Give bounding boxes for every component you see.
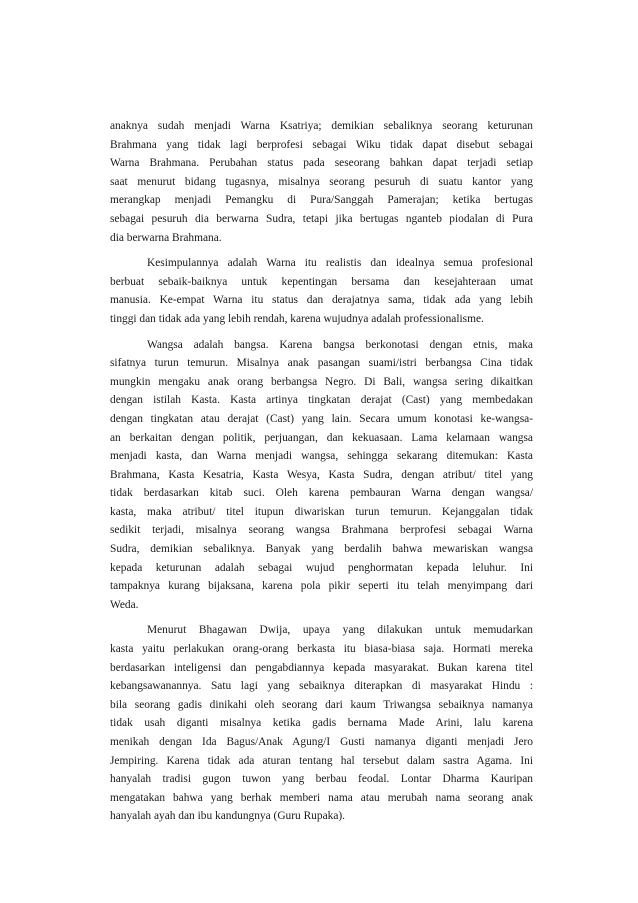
text-line: anaknya sudah menjadi Warna Ksatriya; demikian sebaliknya seorang keturunan: [110, 120, 533, 132]
text-line: Warna Brahmana. Perubahan status pada seseorang bahkan dapat terjadi setiap: [110, 157, 533, 170]
paragraph-1: [110, 117, 533, 247]
text-line: tampaknya kurang bijaksana, karena pola pikir seperti itu telah menyimpang dari: [110, 580, 533, 593]
text-line: an berkaitan dengan politik, perjuangan, dan kekuasaan. Lama kelamaan wangsa: [110, 431, 533, 444]
text-line: berbuat sebaik-baiknya untuk kepentingan bersama dan kesejahteraan umat: [110, 275, 533, 288]
text-line: tidak usah diganti misalnya ketika gadis bernama Made Arini, lalu karena: [110, 717, 533, 730]
text-line: hanyalah ayah dan ibu kandungnya (Guru Rupaka).: [110, 810, 346, 823]
text-line: bila seorang gadis dinikahi oleh seorang dari kaum Triwangsa sebaiknya namanya: [110, 698, 533, 711]
text-line: sedikit terjadi, misalnya seorang wangsa Brahmana berprofesi sebagai Warna: [110, 524, 533, 537]
text-line: dia berwarna Brahmana.: [110, 231, 222, 244]
text-line: Wangsa adalah bangsa. Karena bangsa berkonotasi dengan etnis, maka: [147, 338, 533, 351]
text-line: tidak berdasarkan kitab suci. Oleh karena pembauran Warna dengan wangsa/: [110, 487, 533, 500]
text-line: dengan tingkatan atau derajat (Cast) yang lain. Secara umum konotasi ke-wangsa-: [110, 412, 533, 425]
text-line: Kesimpulannya adalah Warna itu realistis dan idealnya semua profesional: [147, 257, 533, 270]
document-body: [110, 117, 533, 833]
paragraph-3: [110, 336, 533, 615]
text-line: Weda.: [110, 598, 139, 611]
text-line: sifatnya turun temurun. Misalnya anak pasangan suami/istri berbangsa Cina tidak: [110, 357, 533, 370]
paragraph-4: [110, 621, 533, 826]
text-line: merangkap menjadi Pemangku di Pura/Sanggah Pamerajan; ketika bertugas: [110, 194, 533, 207]
text-line: kepada keturunan adalah sebagai wujud penghormatan kepada leluhur. Ini: [110, 561, 533, 574]
text-line: menikah dengan Ida Bagus/Anak Agung/I Gusti namanya diganti menjadi Jero: [110, 736, 533, 748]
text-line: mungkin mengaku anak orang berbangsa Negro. Di Bali, wangsa sering dikaitkan: [110, 375, 533, 388]
text-line: manusia. Ke-empat Warna itu status dan derajatnya sama, tidak ada yang lebih: [110, 294, 533, 307]
text-line: berdasarkan inteligensi dan pengabdiannya kepada masyarakat. Bukan karena titel: [110, 661, 533, 674]
paragraph-2: [110, 254, 533, 328]
text-line: saat menurut bidang tugasnya, misalnya seorang pesuruh di suatu kantor yang: [110, 175, 533, 188]
text-line: dengan istilah Kasta. Kasta artinya tingkatan derajat (Cast) yang membedakan: [110, 394, 533, 407]
text-line: tinggi dan tidak ada yang lebih rendah, karena wujudnya adalah professionalisme.: [110, 312, 484, 325]
text-line: kasta, maka atribut/ titel itupun diwariskan turun temurun. Kejanggalan tidak: [110, 505, 533, 518]
text-line: hanyalah tradisi gugon tuwon yang berbau feodal. Lontar Dharma Kauripan: [110, 773, 533, 786]
text-line: Menurut Bhagawan Dwija, upaya yang dilakukan untuk memudarkan: [147, 624, 533, 637]
text-line: sebagai pesuruh dia berwarna Sudra, tetapi jika bertugas nganteb piodalan di Pura: [110, 212, 533, 225]
text-line: Sudra, demikian sebaliknya. Banyak yang berdalih bahwa mewariskan wangsa: [110, 543, 533, 556]
text-line: kasta yaitu perlakukan orang-orang berkasta itu biasa-biasa saja. Hormati mereka: [110, 643, 533, 656]
text-line: Jempiring. Karena tidak ada aturan tentang hal tersebut dalam sastra Agama. Ini: [110, 754, 533, 767]
text-line: mengatakan bahwa yang berhak memberi nama atau merubah nama seorang anak: [110, 791, 533, 804]
text-line: kebangsawanannya. Satu lagi yang sebaiknya diterapkan di masyarakat Hindu :: [110, 680, 533, 693]
text-line: Brahmana, Kasta Kesatria, Kasta Wesya, Kasta Sudra, dengan atribut/ titel yang: [110, 468, 533, 481]
text-line: Brahmana yang tidak lagi berprofesi sebagai Wiku tidak dapat disebut sebagai: [110, 138, 533, 151]
text-line: menjadi kasta, dan Warna menjadi wangsa, sehingga sekarang ditemukan: Kasta: [110, 450, 533, 463]
